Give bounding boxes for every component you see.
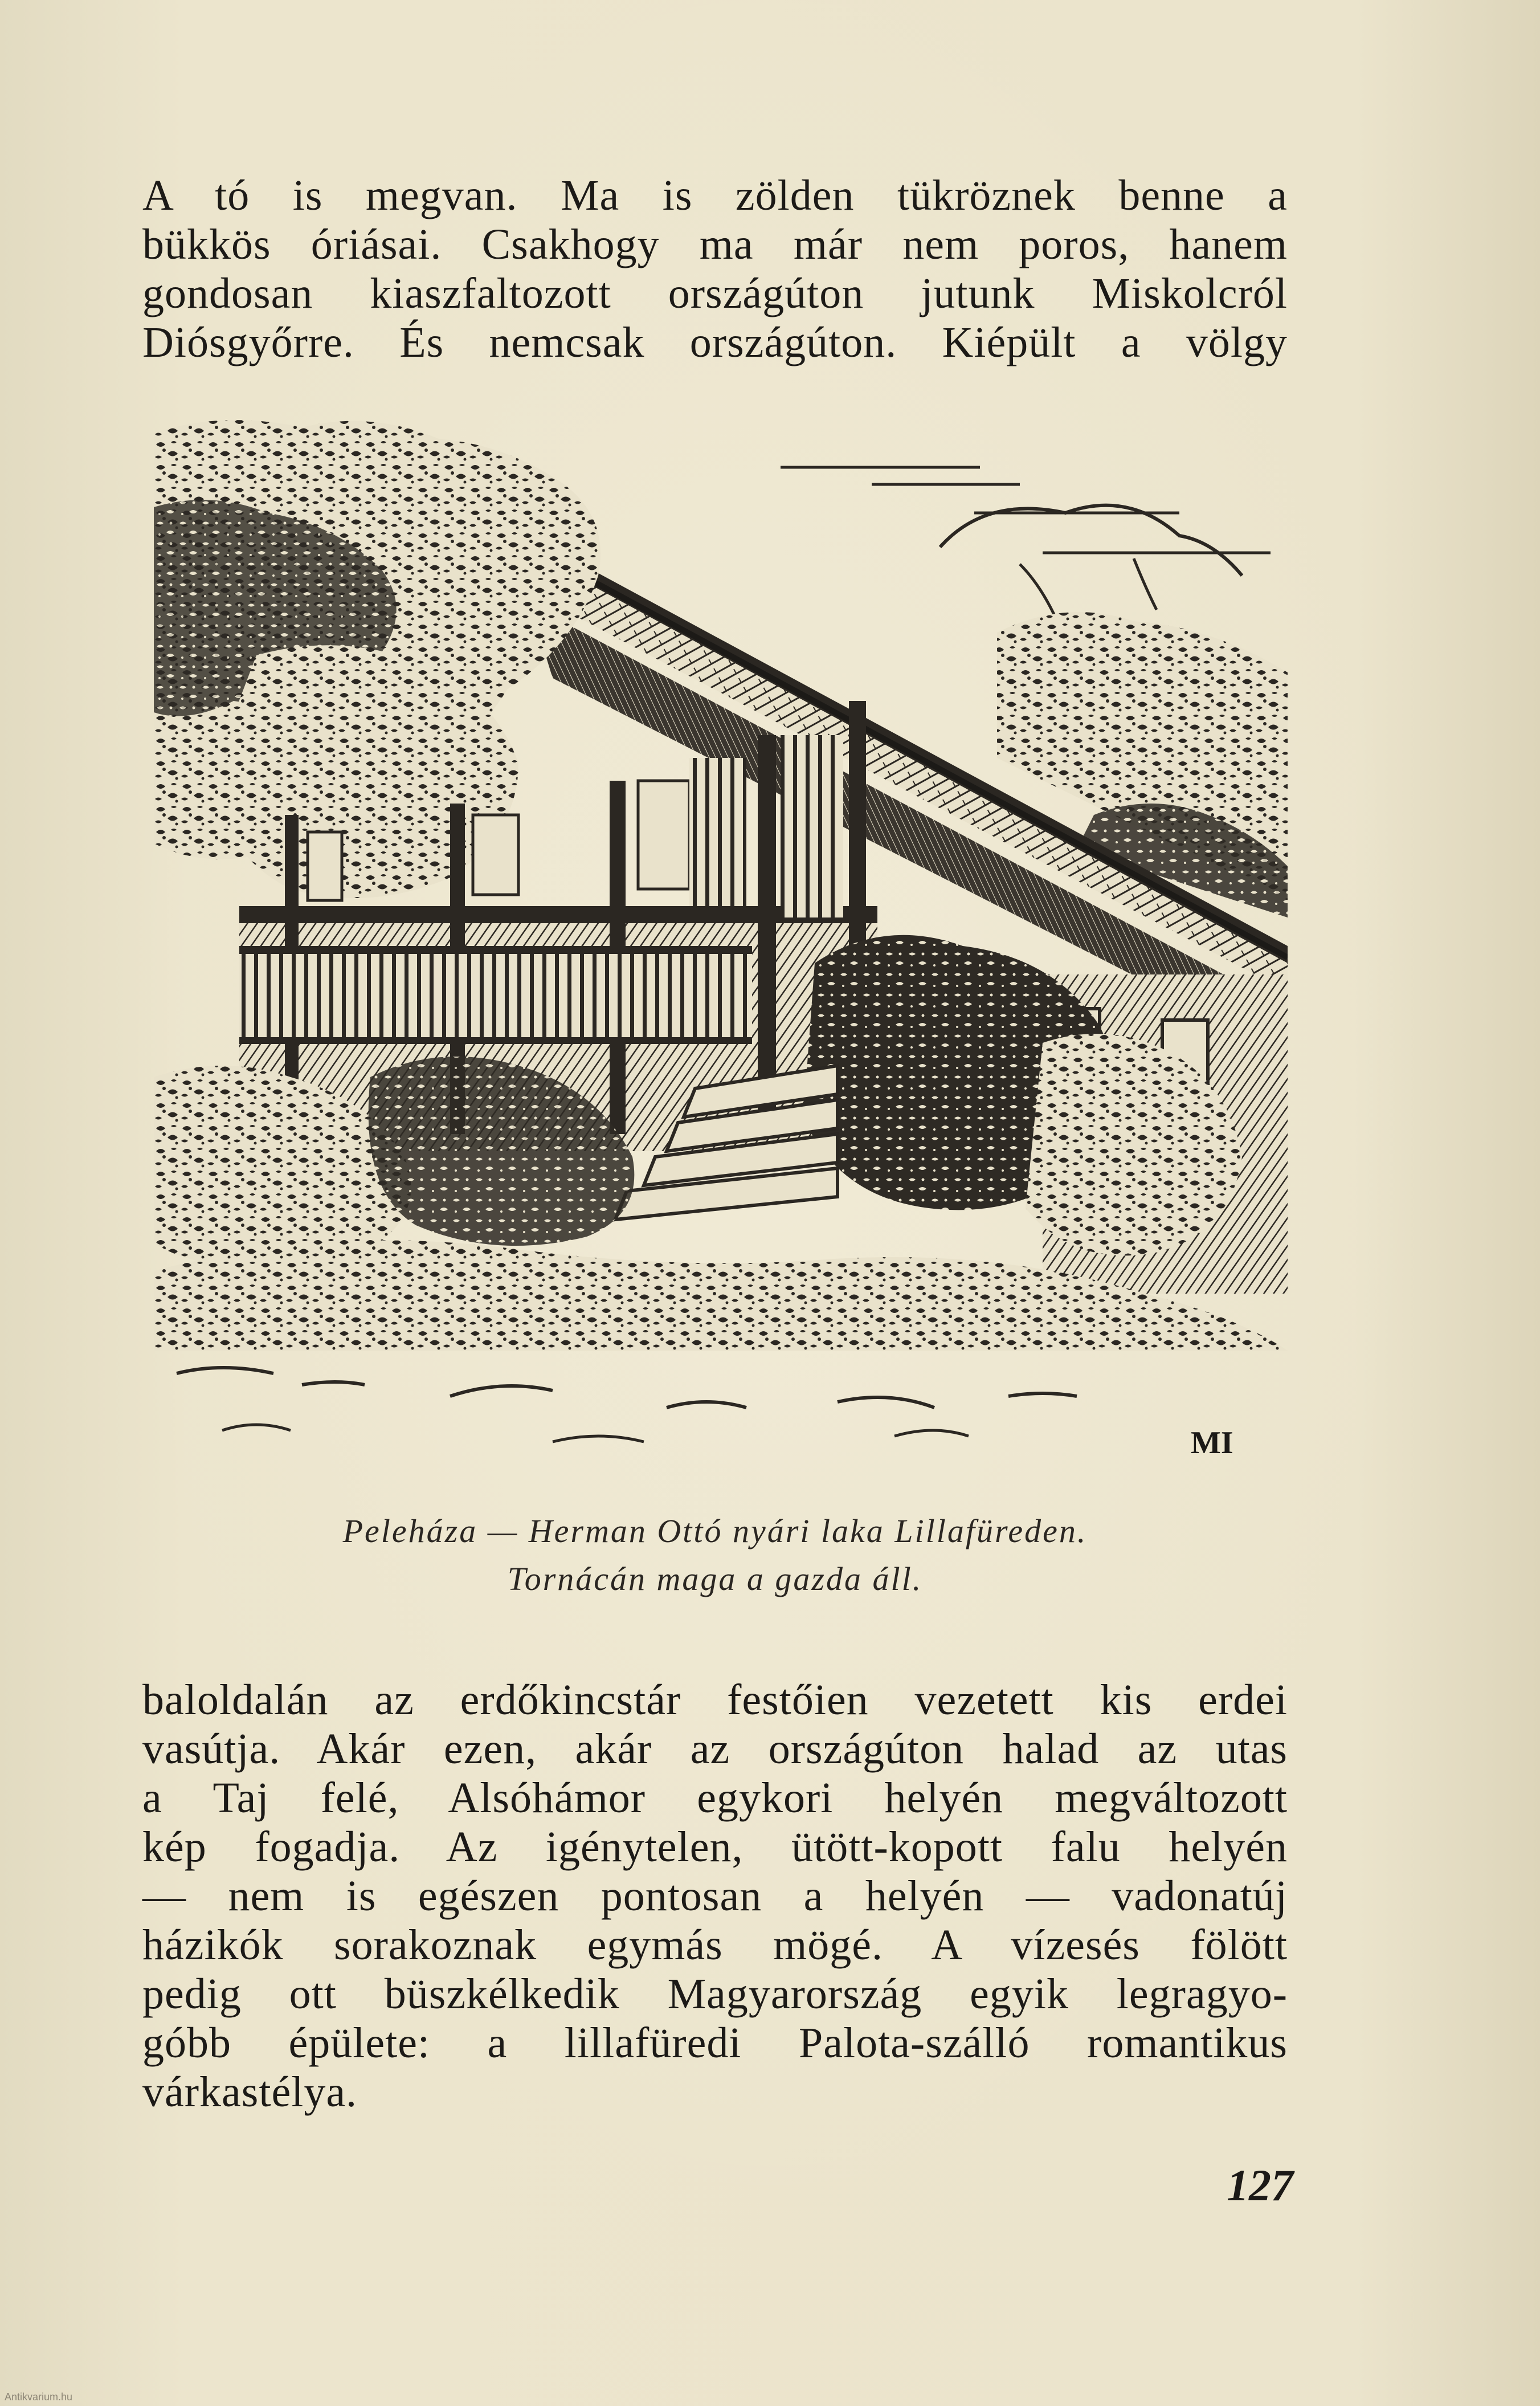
text-line: vasútja. Akár ezen, akár az országúton halad az utas xyxy=(142,1725,1288,1773)
text-line: Diósgyőrre. És nemcsak országúton. Kiépült a völgy xyxy=(142,319,1288,366)
caption-line-1: Peleháza — Herman Ottó nyári laka Lillafüreden. xyxy=(342,1512,1088,1549)
text-line: bükkös óriásai. Csakhogy ma már nem poros, hanem xyxy=(142,221,1288,268)
text-line: kép fogadja. Az igénytelen, ütött-kopott falu helyén xyxy=(142,1823,1288,1871)
text-line: A tó is megvan. Ma is zölden tükröznek benne a xyxy=(142,172,1288,219)
text-line: — nem is egészen pontosan a helyén — vadonatúj xyxy=(142,1872,1288,1920)
watermark: Antikvarium.hu xyxy=(5,2391,73,2403)
text-line: várkastélya. xyxy=(142,2068,358,2116)
text-line: baloldalán az erdőkincstár festőien vezetett kis erdei xyxy=(142,1676,1288,1724)
top-paragraph xyxy=(142,171,1288,367)
text-line: a Taj felé, Alsóhámor egykori helyén megváltozott xyxy=(142,1774,1288,1822)
text-line: gondosan kiaszfaltozott országúton jutunk Miskolcról xyxy=(142,270,1288,317)
text-line: góbb épülete: a lillafüredi Palota-szálló romantikus xyxy=(142,2019,1288,2067)
text-line: pedig ott büszkélkedik Magyarország egyik legragyo- xyxy=(142,1970,1288,2018)
text-line: házikók sorakoznak egymás mögé. A vízesés fölött xyxy=(142,1921,1288,1969)
bottom-paragraph xyxy=(142,1675,1288,2117)
page-number: 127 xyxy=(1227,2160,1293,2210)
figure-caption xyxy=(142,1507,1288,1603)
illustration-signature: MI xyxy=(1191,1425,1233,1461)
caption-line-2: Tornácán maga a gazda áll. xyxy=(507,1560,923,1597)
peleháza-woodcut-illustration xyxy=(154,416,1288,1487)
